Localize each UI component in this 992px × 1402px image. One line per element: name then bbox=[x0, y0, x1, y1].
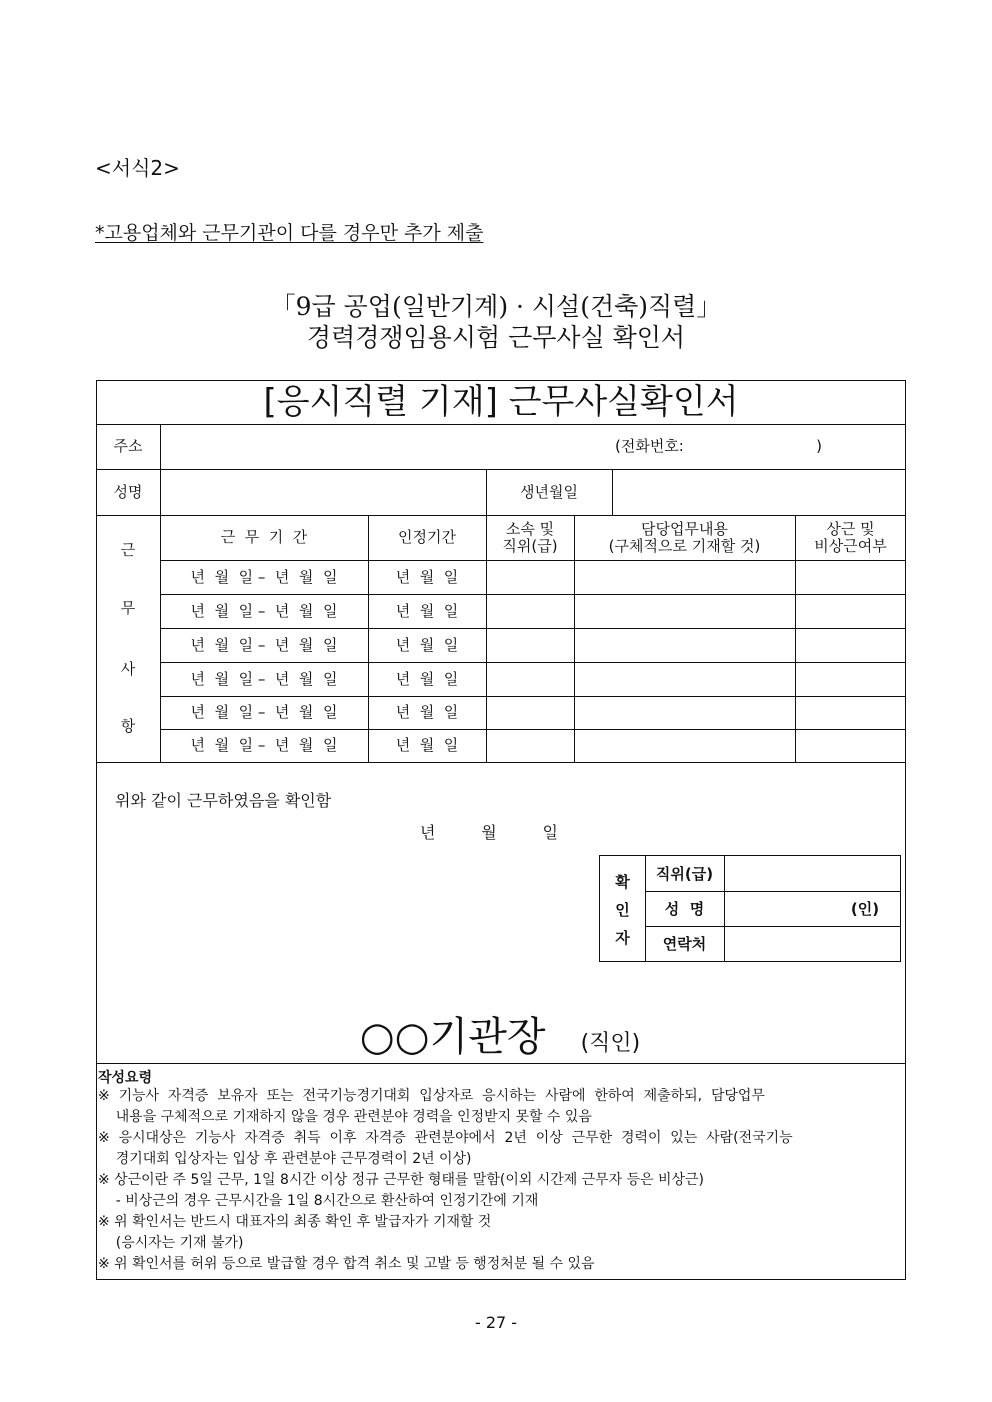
guide-line: ※ 기능사 자격증 보유자 또는 전국기능경기대회 입상자로 응시하는 사람에 한하여 제출하되, 담당업무 bbox=[98, 1088, 765, 1104]
column-fulltime-line2: 비상근여부 bbox=[814, 536, 887, 555]
confirmer-contact-field[interactable] bbox=[724, 926, 900, 961]
guide-line: ※ 위 확인서를 허위 등으로 발급할 경우 합격 취소 및 고발 등 행정처분 될 수 있음 bbox=[98, 1256, 595, 1272]
row-recognized[interactable]: 년 월 일 bbox=[395, 703, 459, 721]
confirmer-label-1: 확 bbox=[615, 872, 630, 891]
submission-note: *고용업체와 근무기관이 다를 경우만 추가 제출 bbox=[95, 222, 484, 244]
confirmer-box bbox=[599, 855, 901, 962]
divider bbox=[96, 1063, 906, 1064]
row-period[interactable]: 년 월 일 – 년 월 일 bbox=[190, 567, 338, 586]
confirmer-label-2: 인 bbox=[615, 900, 630, 919]
guide-list bbox=[98, 1086, 904, 1275]
form-title: [응시직렬 기재] 근무사실확인서 bbox=[263, 382, 739, 422]
work-history-label-3: 사 bbox=[120, 659, 136, 678]
form-number-label: <서식2> bbox=[95, 156, 180, 180]
birth-field[interactable] bbox=[612, 469, 906, 515]
phone-label: (전화번호: bbox=[615, 437, 684, 455]
confirmer-name-label: 성 명 bbox=[664, 900, 705, 918]
agency-seal: (직인) bbox=[580, 1031, 641, 1056]
row-recognized[interactable]: 년 월 일 bbox=[395, 601, 459, 620]
confirm-statement: 위와 같이 근무하였음을 확인함 bbox=[115, 791, 332, 810]
agency-head: ○○기관장 bbox=[359, 1014, 546, 1060]
guide-line: ※ 응시대상은 기능사 자격증 취득 이후 자격증 관련분야에서 2년 이상 근무한 경력이 있는 사람(전국기능 bbox=[98, 1130, 793, 1146]
guide-line: 경기대회 입상자는 입상 후 관련분야 근무경력이 2년 이상) bbox=[98, 1151, 472, 1167]
row-period[interactable]: 년 월 일 – 년 월 일 bbox=[190, 601, 338, 620]
column-duties-line1: 담당업무내용 bbox=[641, 519, 728, 538]
work-history-label-4: 항 bbox=[120, 716, 136, 735]
work-history-label-2: 무 bbox=[120, 598, 136, 617]
column-period: 근 무 기 간 bbox=[220, 528, 308, 546]
row-recognized[interactable]: 년 월 일 bbox=[395, 567, 459, 586]
confirmer-position-label: 직위(급) bbox=[655, 865, 714, 883]
guide-line: - 비상근의 경우 근무시간을 1일 8시간으로 환산하여 인정기간에 기재 bbox=[98, 1193, 539, 1209]
confirmer-contact-label: 연락처 bbox=[662, 935, 707, 953]
confirmer-seal: (인) bbox=[850, 900, 880, 918]
work-history-label-1: 근 bbox=[120, 540, 136, 559]
row-recognized[interactable]: 년 월 일 bbox=[395, 669, 459, 688]
column-fulltime-line1: 상근 및 bbox=[826, 519, 875, 538]
phone-close: ) bbox=[816, 437, 822, 455]
column-duties-line2: (구체적으로 기재할 것) bbox=[608, 536, 761, 555]
row-period[interactable]: 년 월 일 – 년 월 일 bbox=[190, 703, 338, 721]
guide-line: (응시자는 기재 불가) bbox=[98, 1235, 244, 1251]
name-label: 성명 bbox=[113, 482, 143, 501]
birth-label: 생년월일 bbox=[520, 482, 578, 501]
row-period[interactable]: 년 월 일 – 년 월 일 bbox=[190, 669, 338, 688]
column-affiliation bbox=[486, 515, 574, 560]
column-fulltime bbox=[795, 515, 906, 560]
guide-line: ※ 상근이란 주 5일 근무, 1일 8시간 이상 정규 근무한 형태를 말함(이외 시간제 근무자 등은 비상근) bbox=[98, 1172, 704, 1188]
address-label: 주소 bbox=[113, 437, 143, 455]
name-field[interactable] bbox=[160, 469, 486, 515]
confirm-date[interactable]: 년 월 일 bbox=[420, 823, 558, 842]
guide-line: ※ 위 확인서는 반드시 대표자의 최종 확인 후 발급자가 기재할 것 bbox=[98, 1214, 492, 1230]
agency-signature bbox=[0, 1005, 992, 1062]
page-number: - 27 - bbox=[474, 1313, 518, 1332]
guide-line: 내용을 구체적으로 기재하지 않을 경우 관련분야 경력을 인정받지 못할 수 있음 bbox=[98, 1109, 592, 1125]
row-period[interactable]: 년 월 일 – 년 월 일 bbox=[190, 635, 338, 654]
address-field[interactable] bbox=[160, 424, 906, 469]
document-title-line2: 경력경쟁임용시험 근무사실 확인서 bbox=[306, 323, 686, 352]
confirmer-position-field[interactable] bbox=[724, 856, 900, 891]
document-title-line1: 「9급 공업(일반기계) · 시설(건축)직렬」 bbox=[270, 292, 722, 321]
column-affiliation-line1: 소속 및 bbox=[505, 519, 555, 538]
row-recognized[interactable]: 년 월 일 bbox=[395, 635, 459, 654]
confirmer-label-3: 자 bbox=[615, 928, 630, 947]
row-recognized[interactable]: 년 월 일 bbox=[395, 736, 459, 754]
guide-heading: 작성요령 bbox=[98, 1070, 153, 1086]
column-duties bbox=[574, 515, 795, 560]
column-recognized: 인정기간 bbox=[398, 528, 456, 546]
divider bbox=[96, 762, 906, 763]
row-period[interactable]: 년 월 일 – 년 월 일 bbox=[190, 736, 338, 754]
column-affiliation-line2: 직위(급) bbox=[502, 536, 558, 555]
